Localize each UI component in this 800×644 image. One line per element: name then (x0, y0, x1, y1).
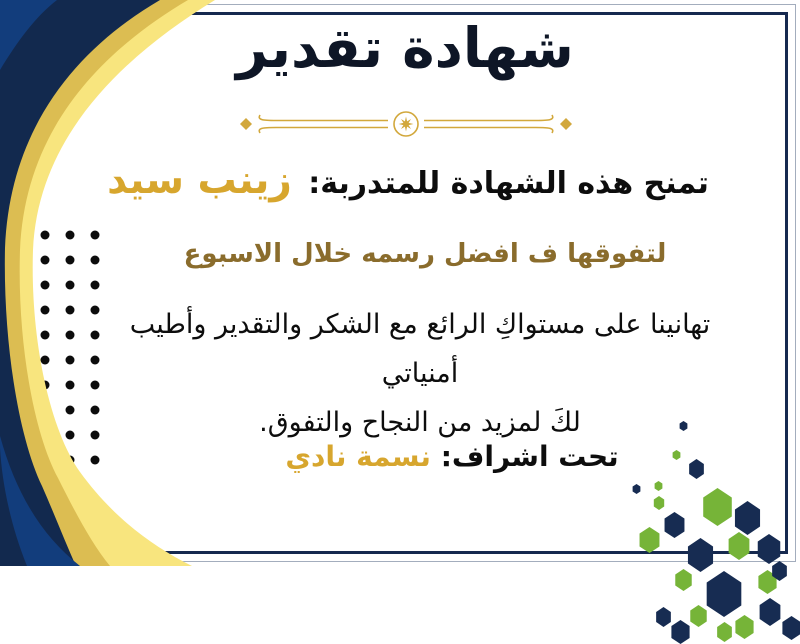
hexagon-icon (701, 488, 734, 526)
eight-point-star-icon (399, 117, 414, 132)
hexagon-icon (655, 607, 672, 627)
hexagon-icon (734, 615, 755, 639)
hexagon-icon (689, 605, 708, 627)
hexagon-icon (727, 532, 751, 560)
recipient-label: تمنح هذه الشهادة للمتدربة: (308, 166, 709, 201)
title-divider (238, 107, 574, 141)
hexagon-icon (632, 484, 641, 494)
hexagon-icon (758, 598, 782, 626)
divider-line (424, 115, 553, 121)
hexagon-icon (654, 481, 663, 491)
hexagon-icon (663, 512, 686, 538)
hexagon-icon (653, 496, 665, 510)
hexagon-icon (716, 622, 733, 642)
certificate-title: شهادة تقدير (236, 16, 574, 80)
recipient-name: زينب سيد (107, 158, 292, 203)
message-line-2: لكَ لمزيد من النجاح والتفوق. (259, 407, 581, 438)
hexagon-icon (781, 616, 800, 640)
supervisor-label: تحت اشراف: (440, 440, 619, 473)
divider-line (259, 128, 388, 134)
divider-line (424, 128, 553, 134)
supervision-line (150, 434, 754, 480)
diamond-icon (560, 118, 572, 130)
hexagon-icon (638, 527, 661, 553)
hexagon-icon (704, 571, 744, 617)
hexagon-icon (670, 620, 691, 644)
divider-line (259, 115, 388, 121)
achievement-line: لتفوقها ف افضل رسمه خلال الاسبوع (183, 239, 667, 269)
left-swoosh-decoration (0, 0, 230, 566)
message-paragraph (110, 300, 730, 447)
diamond-icon (240, 118, 252, 130)
supervisor-name: نسمة نادي (285, 440, 431, 473)
hexagon-icon (674, 569, 693, 591)
recipient-line (90, 150, 720, 215)
hexagon-icon (733, 501, 762, 535)
message-line-1: تهانينا على مستواكِ الرائع مع الشكر والتقدير وأطيب أمنياتي (129, 309, 711, 389)
hexagon-icon (756, 534, 782, 564)
hexagon-icon (686, 538, 715, 572)
